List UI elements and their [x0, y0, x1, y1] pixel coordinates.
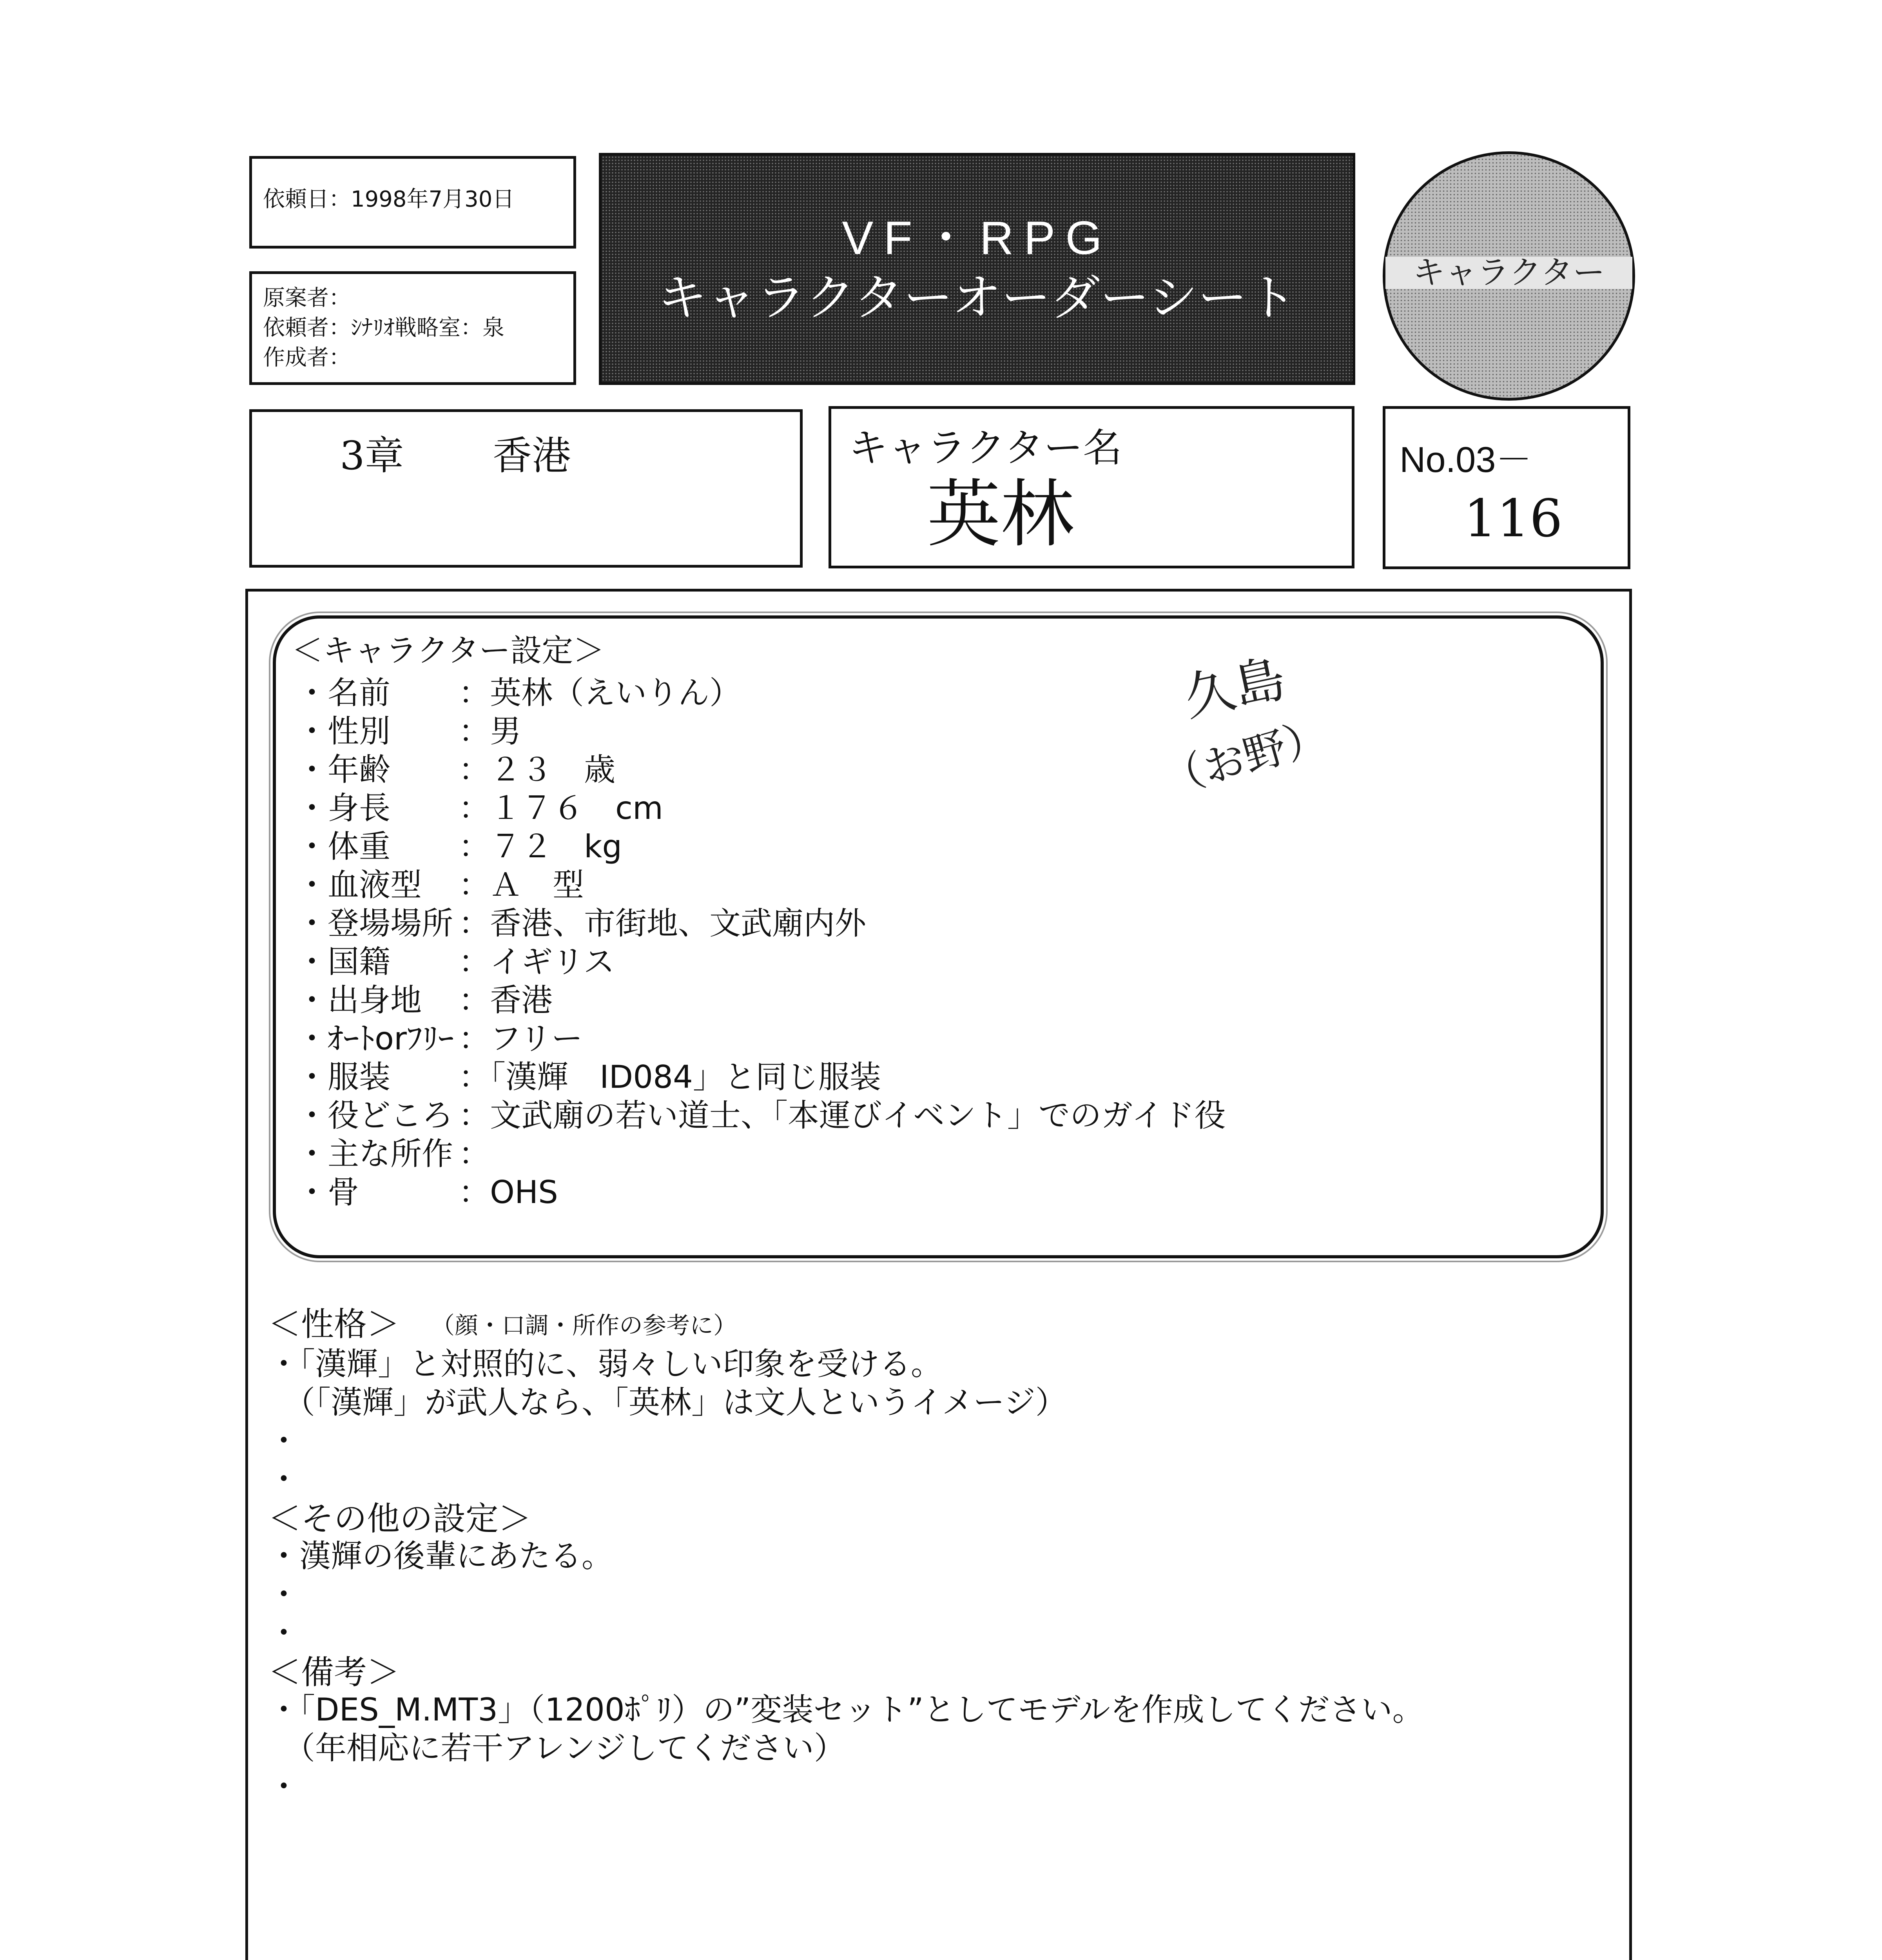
- row-label-main-gestures: ・主な所作: [296, 1136, 453, 1172]
- row-value-appearance-location: ：香港、市街地、文武廟内外: [459, 905, 866, 942]
- creator-field: 作成者：: [263, 345, 351, 370]
- personality-line-3: ・: [268, 1423, 299, 1459]
- row-label-age: ・年齢: [296, 751, 390, 788]
- chapter-number: 3章: [340, 433, 404, 479]
- row-value-costume: ：「漢輝 ID084」と同じ服装: [459, 1059, 881, 1095]
- category-badge-label: キャラクター: [1385, 257, 1632, 289]
- remarks-line-2: （年相応に若干アレンジしてください）: [268, 1730, 845, 1766]
- row-label-height: ・身長: [296, 790, 390, 826]
- personality-subnote: （顔・口調・所作の参考に）: [431, 1312, 737, 1339]
- row-label-birthplace: ・出身地: [296, 982, 422, 1018]
- row-label-weight: ・体重: [296, 828, 390, 865]
- author-box: [249, 271, 576, 385]
- remarks-line-3: ・: [268, 1768, 299, 1805]
- category-badge: [1383, 151, 1635, 401]
- row-label-name: ・名前: [296, 675, 390, 711]
- row-label-nationality: ・国籍: [296, 944, 390, 980]
- row-value-name: ：英林（えいりん）: [459, 675, 741, 711]
- row-value-skeleton: ：OHS: [459, 1174, 558, 1210]
- other-settings-heading: ＜その他の設定＞: [268, 1499, 532, 1538]
- row-label-auto-or-free: ・ｵｰﾄorﾌﾘｰ: [296, 1020, 454, 1057]
- row-label-costume: ・服装: [296, 1059, 390, 1095]
- originator-field: 原案者：: [263, 285, 351, 311]
- remarks-line-1: ・「DES_M.MT3」（1200ﾎﾟﾘ）の”変装セット”としてモデルを作成してください。: [268, 1691, 1424, 1728]
- row-value-height: ：１７６ cm: [459, 790, 663, 826]
- row-label-appearance-location: ・登場場所: [296, 905, 453, 942]
- settings-heading: ＜キャラクター設定＞: [292, 632, 605, 669]
- title-line-1: VF・RPG: [842, 212, 1112, 264]
- other-settings-line-2: ・: [268, 1576, 299, 1613]
- row-label-skeleton: ・骨: [296, 1174, 359, 1210]
- remarks-heading: ＜備考＞: [268, 1653, 400, 1691]
- request-date-box: [249, 156, 576, 249]
- row-value-blood-type: ：Ａ 型: [459, 867, 584, 903]
- row-label-gender: ・性別: [296, 713, 390, 750]
- handwritten-note-2: （お野）: [1157, 711, 1333, 805]
- number-box: [1383, 406, 1630, 569]
- title-line-2: キャラクターオーダーシート: [657, 269, 1297, 327]
- personality-line-1: ・「漢輝」と対照的に、弱々しい印象を受ける。: [268, 1346, 942, 1382]
- title-banner: [599, 153, 1355, 385]
- row-label-role: ・役どころ: [296, 1097, 453, 1134]
- row-value-weight: ：７２ kg: [459, 828, 622, 865]
- row-value-role: ：文武廟の若い道士、「本運びイベント」でのガイド役: [459, 1097, 1226, 1134]
- personality-heading: ＜性格＞: [268, 1305, 400, 1343]
- request-date: 依頼日：1998年7月30日: [263, 187, 515, 212]
- requester-field: 依頼者：ｼﾅﾘｵ戦略室：泉: [263, 315, 504, 341]
- chapter-box: [249, 409, 803, 568]
- character-name-box: [829, 406, 1354, 568]
- row-value-auto-or-free: ：フリー: [459, 1020, 583, 1057]
- other-settings-line-1: ・漢輝の後輩にあたる。: [268, 1538, 613, 1574]
- character-name-value: 英林: [927, 472, 1074, 557]
- row-value-birthplace: ：香港: [459, 982, 553, 1018]
- personality-line-4: ・: [268, 1461, 299, 1497]
- number-label: No.03－: [1400, 440, 1532, 480]
- row-value-nationality: ：イギリス: [459, 944, 615, 980]
- other-settings-line-3: ・: [268, 1615, 299, 1651]
- row-value-age: ：２３ 歳: [459, 751, 615, 788]
- number-value: 116: [1464, 488, 1563, 549]
- row-value-main-gestures: ：: [459, 1136, 490, 1172]
- character-name-label: キャラクター名: [849, 425, 1122, 471]
- chapter-location: 香港: [493, 433, 571, 479]
- handwritten-note-1: 久島: [1179, 648, 1291, 728]
- row-label-blood-type: ・血液型: [296, 867, 422, 903]
- personality-line-2: （「漢輝」が武人なら、「英林」は文人というイメージ）: [268, 1384, 1067, 1421]
- row-value-gender: ：男: [459, 713, 521, 750]
